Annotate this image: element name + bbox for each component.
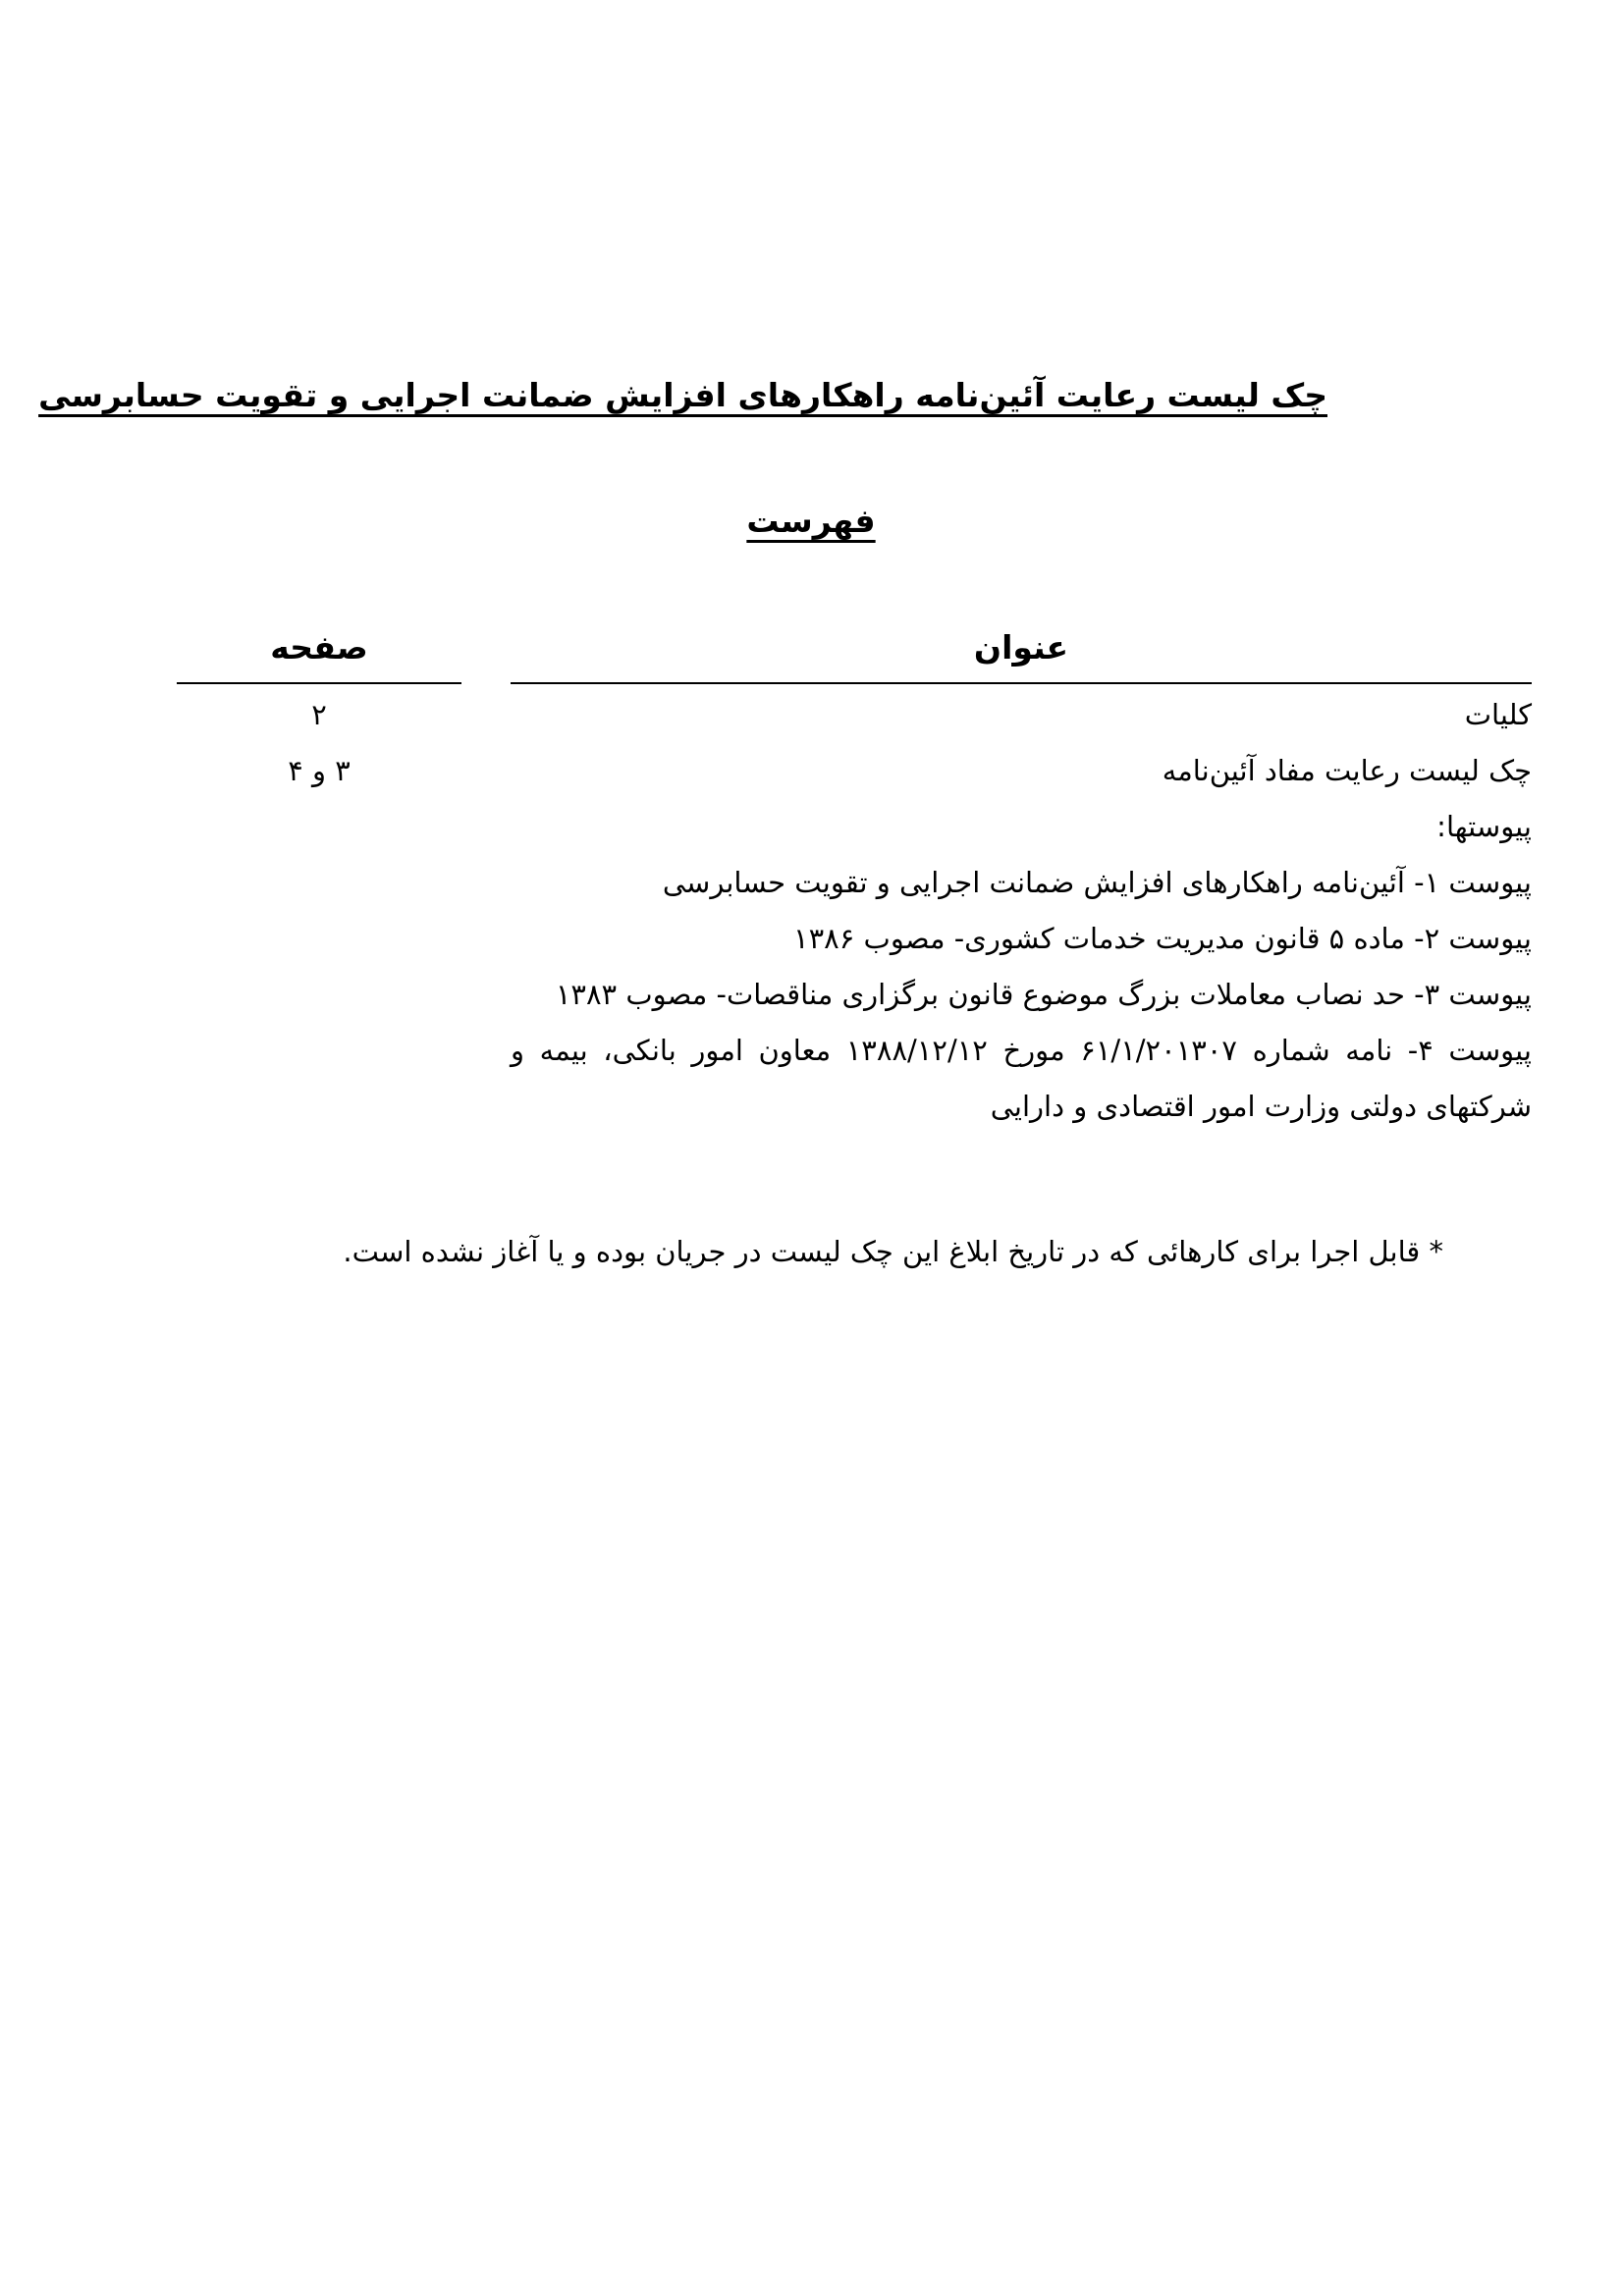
document-title: چک لیست رعایت آئین‌نامه راهکارهای افزایش ضمانت اجرایی و تقویت حسابرسی — [38, 376, 1327, 414]
header-rule-title — [511, 682, 1532, 684]
footnote: * قابل اجرا برای کارهائی که در تاریخ ابلاغ این چک لیست در جریان بوده و یا آغاز نشده است. — [343, 1235, 1443, 1268]
toc-item-appendices: پیوستها: — [1436, 810, 1532, 843]
toc-heading: فهرست — [746, 502, 876, 540]
toc-page-checklist: ۳ و ۴ — [288, 754, 351, 787]
toc-pages — [177, 687, 461, 799]
header-rule-page — [177, 682, 461, 684]
column-header-page: صفحه — [270, 628, 368, 667]
toc-item-general: کلیات — [1464, 698, 1532, 731]
toc-item-appendix-4: پیوست ۴- نامه شماره ۶۱/۱/۲۰۱۳۰۷ مورخ ۱۳۸۸/۱۲/۱۲ معاون امور بانکی، بیمه و شرکتهای دولتی وزارت امور اقتصادی و دارایی — [511, 1034, 1532, 1123]
toc-item-appendix-2: پیوست ۲- ماده ۵ قانون مدیریت خدمات کشوری- مصوب ۱۳۸۶ — [793, 922, 1532, 955]
toc-item-appendix-1: پیوست ۱- آئین‌نامه راهکارهای افزایش ضمانت اجرایی و تقویت حسابرسی — [662, 866, 1532, 899]
toc-item-appendix-3: پیوست ۳- حد نصاب معاملات بزرگ موضوع قانون برگزاری مناقصات- مصوب ۱۳۸۳ — [555, 978, 1532, 1011]
toc-page-general: ۲ — [311, 698, 327, 731]
column-header-title: عنوان — [973, 628, 1069, 667]
toc-item-checklist: چک لیست رعایت مفاد آئین‌نامه — [1162, 754, 1532, 787]
toc-titles — [511, 687, 1532, 1135]
